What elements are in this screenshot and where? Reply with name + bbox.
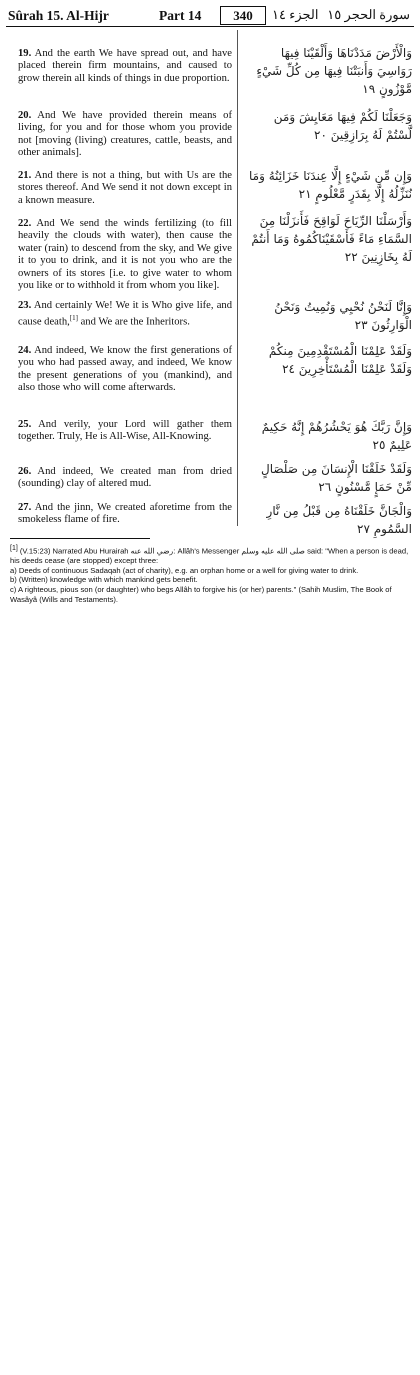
verse-22-arabic: وَأَرْسَلْنَا الرِّيَاحَ لَوَاقِحَ فَأَنزَلْنَا مِنَ السَّمَاءِ مَاءً فَأَسْقَيْنَاكُمُوهُ وَمَا أَنتُمْ لَهُ بِخَازِنِينَ ٢٢	[251, 214, 412, 264]
verse-27-translation: 27. And the jinn, We created aforetime from the smokeless flame of fire.	[18, 502, 232, 526]
verse-25-arabic: وَإِنَّ رَبَّكَ هُوَ يَحْشُرُهُمْ إِنَّهُ حَكِيمٌ عَلِيمٌ ٢٥	[261, 420, 412, 452]
verse-24-translation: 24. And indeed, We know the first generations of you who had passed away, and indeed, We know the present generations of you (mankind), and also those who will come afterwards.	[18, 345, 232, 394]
footnote-marker: [1]	[69, 314, 78, 323]
footnote-1-marker: [1]	[10, 545, 18, 552]
page-header	[6, 6, 414, 27]
arabic-part-label: الجزء ١٤	[272, 7, 319, 22]
verse-27-arabic: وَالْجَانَّ خَلَقْنَاهُ مِن قَبْلُ مِن نَّارِ السَّمُومِ ٢٧	[266, 504, 412, 536]
verse-24-arabic: وَلَقَدْ عَلِمْنَا الْمُسْتَقْدِمِينَ مِنكُمْ وَلَقَدْ عَلِمْنَا الْمُسْتَأْخِرِينَ ٢٤	[268, 344, 412, 376]
verse-25-translation: 25. And verily, your Lord will gather them together. Truly, He is All-Wise, All-Knowing.	[18, 419, 232, 443]
verse-26-translation: 26. And indeed, We created man from dried (sounding) clay of altered mud.	[18, 466, 232, 490]
part-label: Part 14	[159, 8, 202, 23]
verse-20-translation: 20. And We have provided therein means of living, for you and for those whom you provide not [moving (living) creatures, cattle, beasts, and other animals].	[18, 110, 232, 159]
verse-22-translation: 22. And We send the winds fertilizing (to fill heavily the clouds with water), then cause the water (rain) to descend from the sky, and We give it to you to drink, and it is not you who are the owners of its stores [i.e. to give water to whom you like or to withhold it from whom you like].	[18, 218, 232, 292]
footnotes	[10, 544, 412, 604]
verse-19-arabic: وَالْأَرْضَ مَدَدْنَاهَا وَأَلْقَيْنَا فِيهَا رَوَاسِيَ وَأَنبَتْنَا فِيهَا مِن كُلِّ شَيْءٍ مَّوْزُونٍ ١٩	[256, 46, 412, 96]
surah-title: Sûrah 15. Al-Hijr	[8, 8, 109, 23]
verse-21-translation: 21. And there is not a thing, but with Us are the stores thereof. And We send it not down except in a known measure.	[18, 170, 232, 206]
page-number: 340	[220, 6, 266, 25]
footnote-item-b: b) (Written) knowledge with which mankind gets benefit.	[10, 575, 198, 585]
footnote-separator	[10, 538, 150, 539]
verse-21-arabic: وَإِن مِّن شَيْءٍ إِلَّا عِندَنَا خَزَائِنُهُ وَمَا نُنَزِّلُهُ إِلَّا بِقَدَرٍ مَّعْلُومٍ ٢١	[249, 169, 412, 201]
footnote-1: [1] (V.15:23) Narrated Abu Hurairah رضي الله عنه: Allâh's Messenger صلى الله عليه وسلم said: "When a person is dead, his deeds cease (are stopped) except three:	[10, 545, 409, 566]
verse-23-arabic: وَإِنَّا لَنَحْنُ نُحْيِي وَنُمِيتُ وَنَحْنُ الْوَارِثُونَ ٢٣	[274, 300, 412, 332]
verse-19-translation: 19. And the earth We have spread out, and have placed therein firm mountains, and caused to grow therein all kinds of things in due proportion.	[18, 48, 232, 84]
footnote-item-a: a) Deeds of continuous Sadaqah (act of charity), e.g. an orphan home or a well for giving water to drink.	[10, 565, 359, 575]
column-divider	[237, 30, 238, 526]
verse-26-arabic: وَلَقَدْ خَلَقْنَا الْإِنسَانَ مِن صَلْصَالٍ مِّنْ حَمَإٍ مَّسْنُونٍ ٢٦	[260, 462, 412, 494]
footnote-item-c: c) A righteous, pious son (or daughter) who begs Allâh to forgive his (or her) parents." (Sahih Muslim, The Book of Wasâyâ (Wills and Testaments).	[10, 584, 392, 604]
verse-23-translation: 23. And certainly We! We it is Who give life, and cause death,[1] and We are the Inheritors.	[18, 300, 232, 328]
arabic-surah-title: سورة الحجر ١٥	[327, 7, 410, 22]
verse-20-arabic: وَجَعَلْنَا لَكُمْ فِيهَا مَعَايِشَ وَمَن لَّسْتُمْ لَهُ بِرَازِقِينَ ٢٠	[273, 110, 412, 142]
